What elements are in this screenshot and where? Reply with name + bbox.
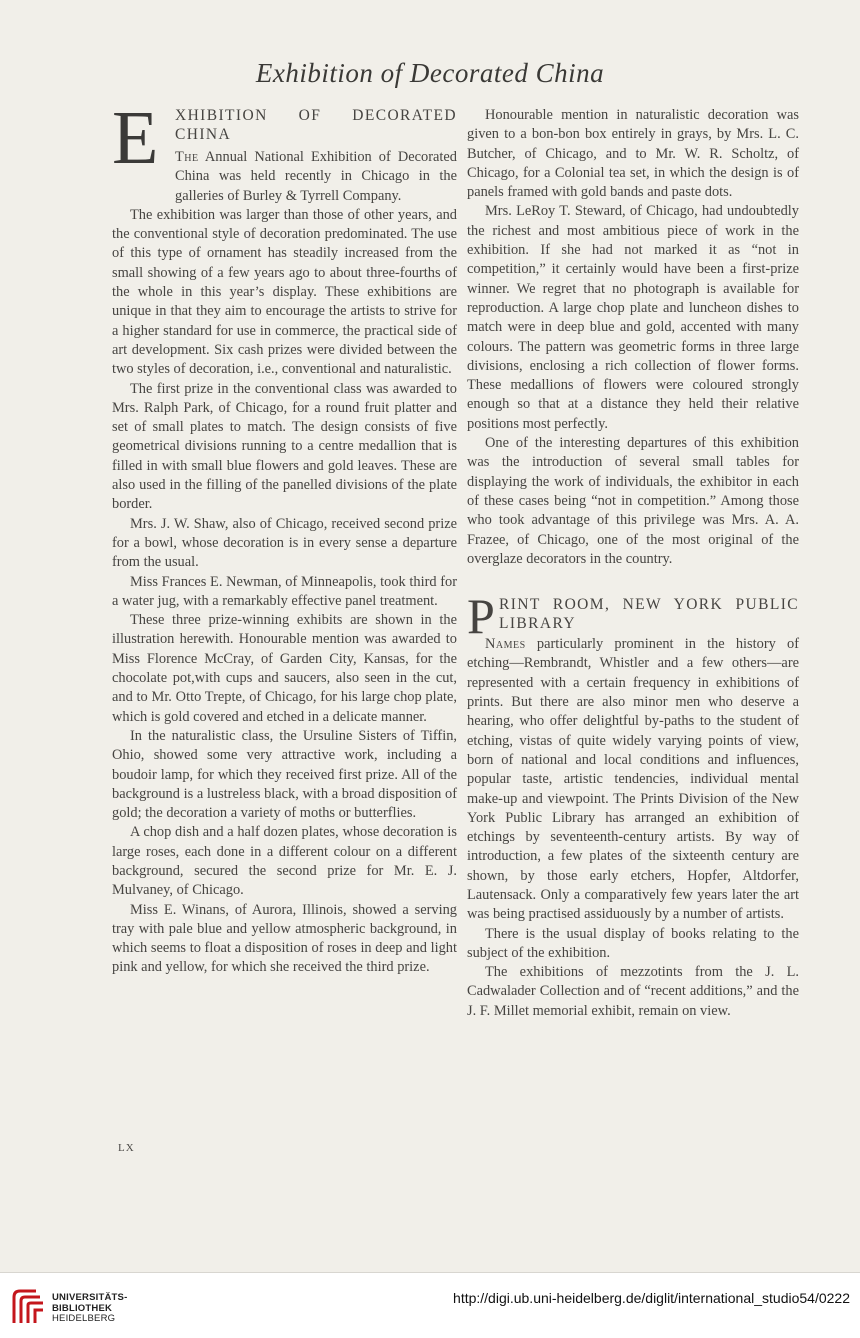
- paragraph: Mrs. LeRoy T. Steward, of Chicago, had undoubtedly the richest and most ambitious piece of work in the exhibition. If she had not marked it as “not in competition,” it certainly would have been a first-prize winner. We regret that no photograph is available for reproduction. A large chop plate and luncheon dishes to match were in deep blue and gold, accented with many colours. The pattern was geometric forms in three large divisions, enclosing a rich collection of flower forms. These medallions of flowers were coloured strongly enough so that at a distance they held their relative positions most perfectly.: [467, 203, 799, 432]
- paragraph: Miss Frances E. Newman, of Minneapolis, took third for a water jug, with a remarkably effective panel treatment.: [112, 573, 457, 609]
- drop-cap-p: P: [467, 588, 495, 645]
- page-number: LX: [118, 1142, 135, 1154]
- paragraph: The first prize in the conventional class was awarded to Mrs. Ralph Park, of Chicago, for a round fruit platter and set of small plates to match. The design consists of five geometrical divisions running to a centre medallion that is filled in with small blue flowers and gold leaves. These are also used in the filling of the panelled divisions of the plate border.: [112, 380, 457, 513]
- paragraph: These three prize-winning exhibits are shown in the illustration herewith. Honourable mention was awarded to Miss Florence McCray, of Garden City, Kansas, for the chocolate pot,with cups and saucers, also seen in the cut, and to Mr. Otto Trepte, of Chicago, for his large chop plate, which is gold covered and etched in a delicate manner.: [112, 612, 457, 725]
- paragraph: Miss E. Winans, of Aurora, Illinois, showed a serving tray with pale blue and yellow atmospheric background, in which seems to float a disposition of roses in deep and light pink and yellow, for which she received the third prize.: [112, 901, 457, 976]
- paragraph: Honourable mention in naturalistic decoration was given to a bon-bon box entirely in grays, by Mrs. L. C. Butcher, of Chicago, and to Mr. W. R. Scholtz, of Chicago, for a Colonial tea set, in which the design is of panels framed with gold bands and paste dots.: [467, 107, 799, 201]
- article-title-exhibition: XHIBITION OF DECORATED CHINA: [175, 107, 457, 143]
- paragraph: There is the usual display of books relating to the subject of the exhibition.: [467, 925, 799, 961]
- paragraph: The Annual National Exhibition of Decorated China was held recently in Chicago in the galleries of Burley & Tyrrell Company.: [175, 149, 457, 204]
- source-url-link[interactable]: http://digi.ub.uni-heidelberg.de/diglit/international_studio54/0222: [453, 1290, 850, 1306]
- library-logo-icon: [10, 1287, 46, 1327]
- paragraph: The exhibitions of mezzotints from the J. L. Cadwalader Collection and of “recent additions,” and the J. F. Millet memorial exhibit, remain on view.: [467, 964, 799, 1019]
- paragraph: Mrs. J. W. Shaw, also of Chicago, received second prize for a bowl, whose decoration is in every sense a departure from the usual.: [112, 515, 457, 571]
- paragraph: A chop dish and a half dozen plates, whose decoration is large roses, each done in a different colour on a different background, secured the second prize for Mr. E. J. Mulvaney, of Chicago.: [112, 824, 457, 899]
- paragraph: In the naturalistic class, the Ursuline Sisters of Tiffin, Ohio, showed some very attractive work, including a boudoir lamp, for which they received first prize. All of the background is a lustreless black, with a broad disposition of gold; the decoration a variety of moths or butterflies.: [112, 727, 457, 822]
- article-title-print-room: RINT ROOM, NEW YORK PUBLIC LIBRARY: [499, 596, 799, 633]
- article-heading-print-room: [467, 588, 799, 645]
- drop-cap-e: E: [112, 96, 159, 180]
- left-column: [112, 96, 457, 978]
- footer-bar: [0, 1272, 860, 1338]
- paragraph: The exhibition was larger than those of other years, and the conventional style of decoration predominated. The use of this type of ornament has steadily increased from the small showing of a few years ago to about three-fourths of the whole in this year’s display. These exhibitions are unique in that they aim to encourage the artists to strive for a higher standard for use in commerce, the practical side of art development. Six cash prizes were divided between the two styles of decoration, i.e., conventional and naturalistic.: [112, 206, 457, 378]
- running-head: Exhibition of Decorated China: [255, 58, 605, 88]
- paragraph: One of the interesting departures of this exhibition was the introduction of several small tables for displaying the work of individuals, the exhibitor in each of these cases being “not in competition.” Among those who took advantage of this privilege was Mrs. A. A. Frazee, of Chicago, one of the most original of the overglaze decorators in the country.: [467, 435, 799, 567]
- paragraph: Names particularly prominent in the history of etching—Rembrandt, Whistler and a few others—are represented with a certain frequency in exhibitions of prints. But there are also minor men who deserve a hearing, who offer delightful by-paths to the student of etching, vistas of quite widely varying points of view, born of national and local conditions and influences, popular taste, artistic tendencies, individual mental make-up and viewpoint. The Prints Division of the New York Public Library has arranged an exhibition of etchings by seventeenth-century artists. By way of introduction, a few plates of the sixteenth century are shown, by those early etchers, Hopfer, Altdorfer, Lautensack. Only a comparatively few years later the art was being practised assiduously by a number of artists.: [467, 636, 799, 923]
- right-column: [467, 106, 799, 1021]
- library-name: UNIVERSITÄTS- BIBLIOTHEK HEIDELBERG: [52, 1292, 128, 1324]
